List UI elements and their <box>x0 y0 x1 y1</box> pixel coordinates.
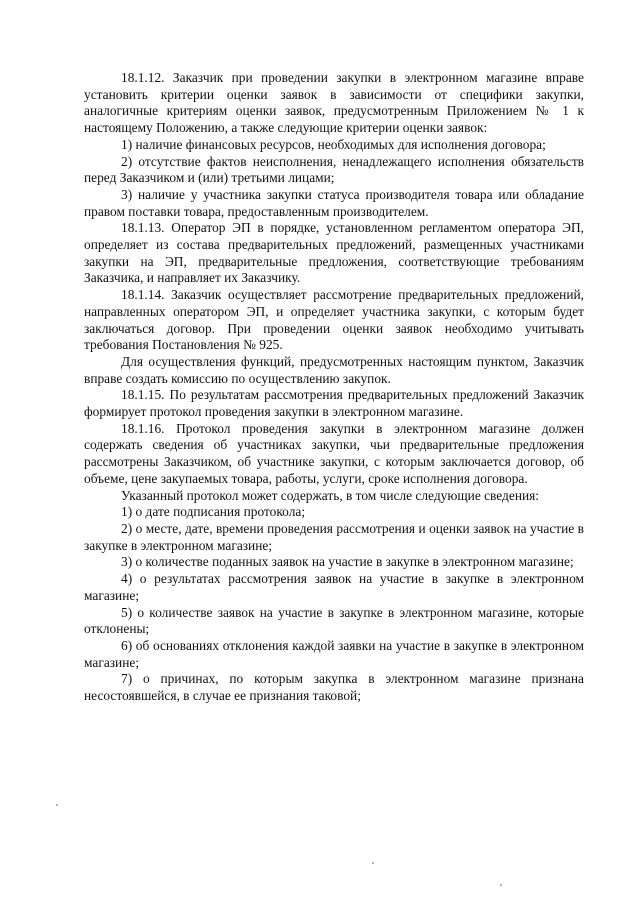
paragraph-protocol-intro: Указанный протокол может содержать, в том числе следующие сведения: <box>121 487 540 503</box>
criterion-item-3: 3) наличие у участника закупки статуса производителя товара или обладание правом поставки товара, предоставленным производителем. <box>84 186 584 219</box>
scan-speck <box>372 862 374 864</box>
scan-speck <box>500 884 502 886</box>
criterion-item-2: 2) отсутствие фактов неисполнения, ненадлежащего исполнения обязательств перед Заказчиком и (или) третьими лицами; <box>84 153 584 186</box>
protocol-item-2: 2) о месте, дате, времени проведения рассмотрения и оценки заявок на участие в закупке в электронном магазине; <box>84 520 584 553</box>
criterion-item-1: 1) наличие финансовых ресурсов, необходимых для исполнения договора; <box>121 136 546 152</box>
paragraph-18-1-15: 18.1.15. По результатам рассмотрения предварительных предложений Заказчик формирует протокол проведения закупки в электронном магазине. <box>84 387 584 420</box>
paragraph-18-1-12: 18.1.12. Заказчик при проведении закупки в электронном магазине вправе установить критерии оценки заявок в зависимости от специфики закупки, аналогичные критериям оценки заявок, предусмотренным Приложением № 1 к настоящему Положению, а также следующие критерии оценки заявок: <box>84 70 584 136</box>
paragraph-18-1-16: 18.1.16. Протокол проведения закупки в электронном магазине должен содержать сведения об участниках закупки, чьи предварительные предложения рассмотрены Заказчиком, об участнике закупки, с которым заключается договор, об объеме, цене закупаемых товара, работы, услуги, сроке исполнения договора. <box>84 420 584 486</box>
paragraph-18-1-14: 18.1.14. Заказчик осуществляет рассмотрение предварительных предложений, направленных оператором ЭП, и определяет участника закупки, с которым будет заключаться договор. При проведении оценки заявок необходимо учитывать требования Постановления № 925. <box>84 287 584 353</box>
protocol-item-7: 7) о причинах, по которым закупка в электронном магазине признана несостоявшейся, в случае ее признания таковой; <box>84 671 584 704</box>
scan-speck <box>56 804 58 806</box>
protocol-item-1: 1) о дате подписания протокола; <box>121 504 306 520</box>
protocol-item-3: 3) о количестве поданных заявок на участие в закупке в электронном магазине; <box>121 554 574 570</box>
paragraph-18-1-13: 18.1.13. Оператор ЭП в порядке, установленном регламентом оператора ЭП, определяет из состава предварительных предложений, размещенных участниками закупки на ЭП, предварительные предложения, соответствующие требованиям Заказчика, и направляет их Заказчику. <box>84 220 584 286</box>
protocol-item-6: 6) об основаниях отклонения каждой заявки на участие в закупке в электронном магазине; <box>84 637 584 670</box>
document-body <box>84 70 584 705</box>
paragraph-commission: Для осуществления функций, предусмотренных настоящим пунктом, Заказчик вправе создать комиссию по осуществлению закупок. <box>84 353 584 386</box>
protocol-item-4: 4) о результатах рассмотрения заявок на участие в закупке в электронном магазине; <box>84 571 584 603</box>
protocol-item-5: 5) о количестве заявок на участие в закупке в электронном магазине, которые отклонены; <box>84 604 584 637</box>
